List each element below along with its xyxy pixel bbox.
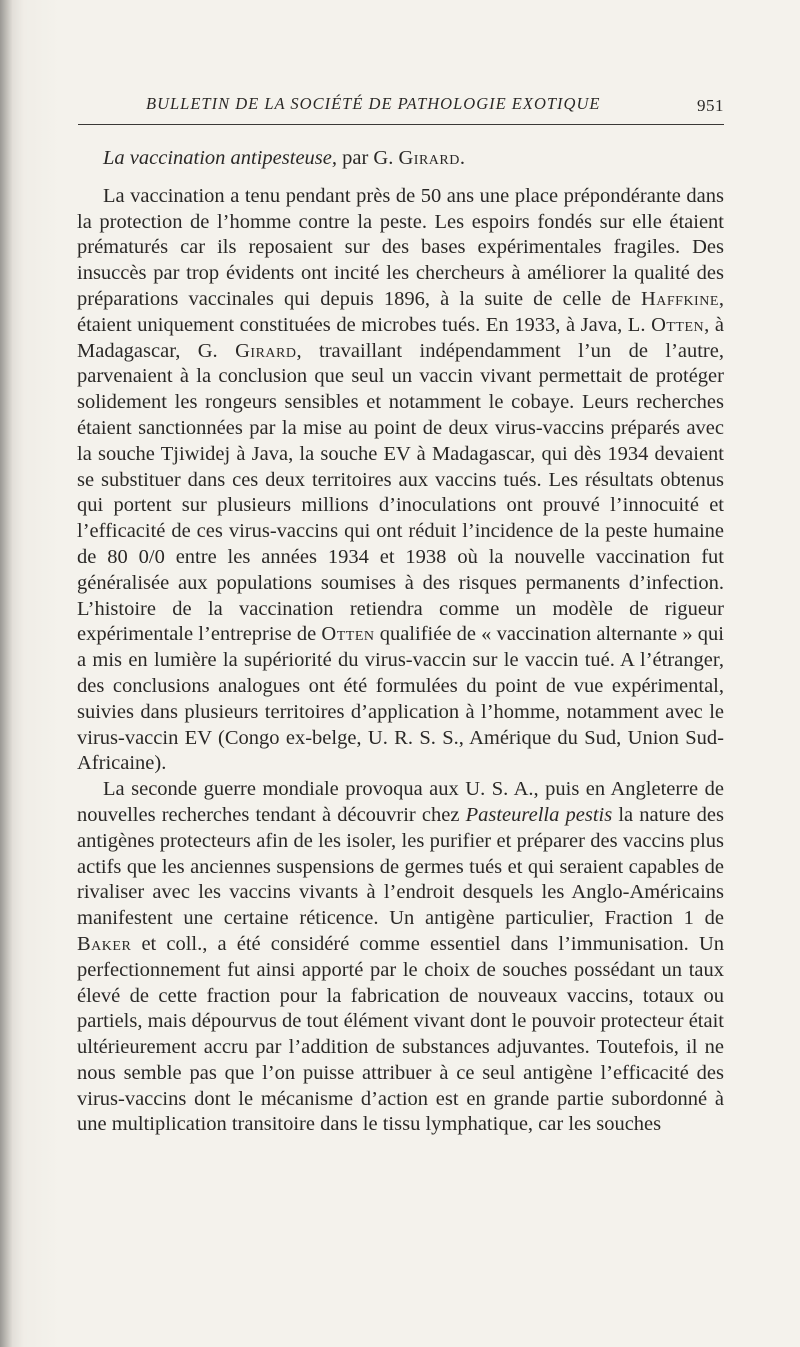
p2-text-b: la nature des antigènes protecteurs afin de les isoler, les purifier et préparer des vaccins plus actifs que les anciennes suspensions de germes tués et qui seraient capables de rivaliser avec les vaccins vivants à l’endroit desquels les Anglo-Américains manifestent une certaine réticence. Un antigène particulier, Fraction 1 de xyxy=(77,803,725,930)
author-ref-otten-2: Otten xyxy=(321,623,375,646)
author-ref-girard: Girard xyxy=(235,339,297,362)
paragraph-1 xyxy=(77,184,724,777)
p2-text-a: La seconde guerre mondiale provoqua aux U. S. A., puis en Angleterre de nouvelles recherches tendant à découvrir chez xyxy=(77,778,724,826)
p1-text-b: , étaient uniquement constituées de microbes tués. En 1933, à Java, L. xyxy=(77,287,724,336)
p2-text-c: et coll., a été considéré comme essentiel dans l’immunisation. Un perfectionnement fut ainsi apporté par le choix de souches possédant un taux élevé de cette fraction pour la fabrication de nouveaux vaccins, totaux ou partiels, mais dépourvus de tout élément vivant dont le pouvoir protecteur était ultérieurement accru par l’addition de substances adjuvantes. Toutefois, il ne nous semble pas que l’on puisse attribuer à ce seul antigène l’efficacité des virus-vaccins dont le mécanisme d’action est en grande partie subordonné à une multiplication transitoire dans le tissu lymphatique, car les souches xyxy=(77,932,724,1136)
header-rule xyxy=(78,124,724,125)
title-by: par G. xyxy=(337,147,399,169)
author-ref-otten: Otten xyxy=(651,313,705,336)
title-italic: La vaccination antipesteuse, xyxy=(103,147,337,169)
p1-text-a: La vaccination a tenu pendant près de 50 ans une place prépondérante dans la protection de l’homme contre la peste. Les espoirs fondés sur elle étaient prématurés car ils reposaient sur des bases expérimentales fragiles. Des insuccès par trop évidents ont incité les chercheurs à améliorer la qualité des préparations vaccinales qui depuis 1896, à la suite de celle de xyxy=(77,184,724,310)
title-end: . xyxy=(459,147,465,169)
author-ref-haffkine: Haffkine xyxy=(640,287,719,310)
article-body xyxy=(77,146,724,1138)
running-header xyxy=(76,94,724,124)
author-name: Girard xyxy=(398,147,460,169)
p1-text-d: , travaillant indépendamment l’un de l’autre, parvenaient à la conclusion que seul un vaccin vivant permettait de protéger solidement les rongeurs sensibles et notamment le cobaye. Leurs recherches étaient sanctionnées par la mise au point de deux virus-vaccins préparés avec la souche Tjiwidej à Java, la souche EV à Madagascar, qui dès 1934 devaient se substituer dans ces deux territoires aux vaccins tués. Les résultats obtenus qui portent sur plusieurs millions d’inoculations ont prouvé l’innocuité et l’efficacité de ces virus-vaccins qui ont réduit l’incidence de la peste humaine de 80 0/0 entre les années 1934 et 1938 où la nouvelle vaccination fut généralisée aux populations soumises à des risques permanents d’infection. L’histoire de la vaccination retiendra comme un modèle de rigueur expérimentale l’entreprise de xyxy=(77,339,724,646)
p1-text-e: qualifiée de « vaccination alternante » qui a mis en lumière la supériorité du virus-vaccin sur le vaccin tué. A l’étranger, des conclusions analogues ont été formulées du point de vue expérimental, suivies dans plusieurs territoires d’application à l’homme, notamment avec le virus-vaccin EV (Congo ex-belge, U. R. S. S., Amérique du Sud, Union Sud-Africaine). xyxy=(77,623,725,775)
author-ref-baker: Baker xyxy=(77,932,132,955)
paragraph-2 xyxy=(77,777,724,1138)
page-number: 951 xyxy=(697,96,724,115)
p1-text-c: , à Madagascar, G. xyxy=(77,313,724,362)
species-name: Pasteurella pestis xyxy=(465,803,613,826)
journal-title: BULLETIN DE LA SOCIÉTÉ DE PATHOLOGIE EXOTIQUE xyxy=(146,94,601,113)
article-title xyxy=(77,146,724,172)
book-spine-shadow xyxy=(0,0,12,1347)
